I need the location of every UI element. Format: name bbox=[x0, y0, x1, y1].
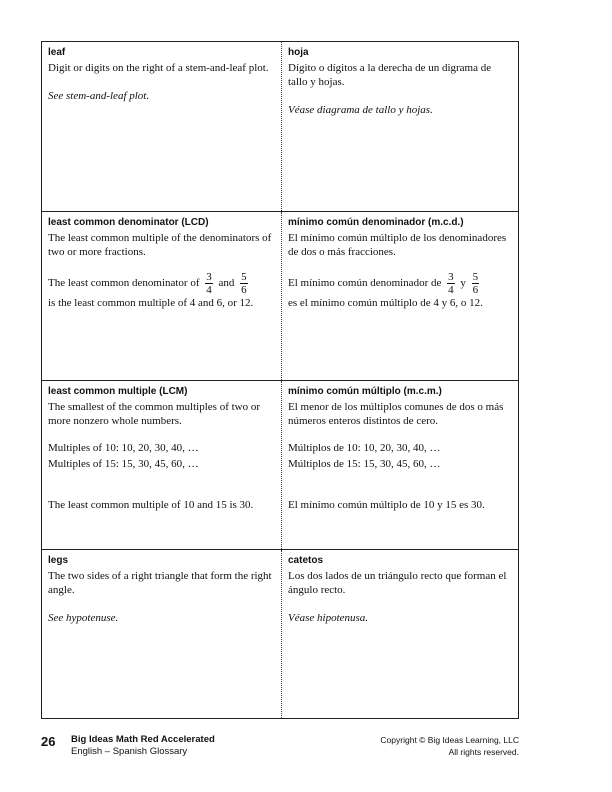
denominator: 4 bbox=[448, 284, 454, 296]
see-also-text: Véase hipotenusa. bbox=[288, 612, 369, 624]
book-info bbox=[71, 734, 215, 758]
english-cell bbox=[42, 212, 282, 380]
spanish-cell bbox=[282, 212, 518, 380]
rights-text: All rights reserved. bbox=[448, 747, 519, 757]
denominator: 6 bbox=[241, 284, 247, 296]
term-heading: catetos bbox=[288, 555, 324, 566]
example-text bbox=[288, 271, 512, 296]
denominator: 4 bbox=[206, 284, 212, 296]
fraction bbox=[240, 271, 248, 296]
multiples-line: Multiples of 15: 15, 30, 45, 60, … bbox=[48, 458, 199, 470]
numerator: 3 bbox=[206, 271, 212, 283]
term-heading: least common multiple (LCM) bbox=[48, 386, 188, 397]
spanish-cell bbox=[282, 550, 518, 718]
denominator: 6 bbox=[472, 284, 479, 296]
multiples-line: Múltiplos de 15: 15, 30, 45, 60, … bbox=[288, 458, 441, 470]
english-cell bbox=[42, 42, 282, 211]
example-text bbox=[48, 271, 275, 296]
spanish-cell bbox=[282, 42, 518, 211]
see-also-text: Véase diagrama de tallo y hojas. bbox=[288, 104, 433, 116]
example-prefix: The least common denominator of bbox=[48, 277, 200, 290]
definition-text: El mínimo común múltiplo de los denominadores de dos o más fracciones. bbox=[288, 232, 507, 258]
term-heading: leaf bbox=[48, 47, 66, 58]
conclusion-text: The least common multiple of 10 and 15 is 30. bbox=[48, 499, 254, 511]
numerator: 5 bbox=[472, 271, 479, 283]
book-title: Big Ideas Math Red Accelerated bbox=[71, 734, 215, 745]
definition-text: Los dos lados de un triángulo recto que forman el ángulo recto. bbox=[288, 570, 507, 596]
example-prefix: El mínimo común denominador de bbox=[288, 277, 442, 290]
fraction bbox=[472, 271, 480, 296]
book-subtitle: English – Spanish Glossary bbox=[71, 746, 188, 757]
english-cell bbox=[42, 550, 282, 718]
fraction bbox=[447, 271, 455, 296]
connector-word: y bbox=[460, 277, 466, 290]
term-heading: mínimo común denominador (m.c.d.) bbox=[288, 217, 464, 228]
definition-text: The two sides of a right triangle that form the right angle. bbox=[48, 570, 272, 596]
glossary-row-lcm bbox=[42, 381, 518, 550]
term-heading: legs bbox=[48, 555, 69, 566]
multiples-line: Multiples of 10: 10, 20, 30, 40, … bbox=[48, 442, 199, 454]
fraction bbox=[205, 271, 213, 296]
page-footer bbox=[41, 734, 519, 764]
term-heading: hoja bbox=[288, 47, 309, 58]
copyright-text: Copyright © Big Ideas Learning, LLC bbox=[380, 735, 519, 745]
numerator: 3 bbox=[448, 271, 454, 283]
definition-text: El menor de los múltiplos comunes de dos o más números enteros distintos de cero. bbox=[288, 401, 504, 427]
term-heading: least common denominator (LCD) bbox=[48, 217, 209, 228]
glossary-table bbox=[41, 41, 519, 719]
connector-word: and bbox=[218, 277, 235, 290]
definition-text: The smallest of the common multiples of two or more nonzero whole numbers. bbox=[48, 401, 261, 427]
see-also-text: See stem-and-leaf plot. bbox=[48, 90, 150, 102]
glossary-row-lcd bbox=[42, 212, 518, 381]
definition-text: The least common multiple of the denominators of two or more fractions. bbox=[48, 232, 272, 258]
spanish-cell bbox=[282, 381, 518, 549]
english-cell bbox=[42, 381, 282, 549]
conclusion-text: El mínimo común múltiplo de 10 y 15 es 30. bbox=[288, 499, 485, 511]
definition-text: Digit or digits on the right of a stem-and-leaf plot. bbox=[48, 62, 269, 74]
example-suffix: es el mínimo común múltiplo de 4 y 6, o 12. bbox=[288, 297, 483, 309]
definition-text: Dígito o dígitos a la derecha de un digrama de tallo y hojas. bbox=[288, 62, 492, 88]
multiples-line: Múltiplos de 10: 10, 20, 30, 40, … bbox=[288, 442, 441, 454]
example-suffix: is the least common multiple of 4 and 6, or 12. bbox=[48, 297, 254, 309]
term-heading: mínimo común múltiplo (m.c.m.) bbox=[288, 386, 442, 397]
numerator: 5 bbox=[241, 271, 247, 283]
page-number: 26 bbox=[41, 734, 56, 749]
see-also-text: See hypotenuse. bbox=[48, 612, 119, 624]
glossary-row-legs bbox=[42, 550, 518, 718]
glossary-row-leaf bbox=[42, 42, 518, 212]
copyright-notice bbox=[380, 734, 519, 758]
